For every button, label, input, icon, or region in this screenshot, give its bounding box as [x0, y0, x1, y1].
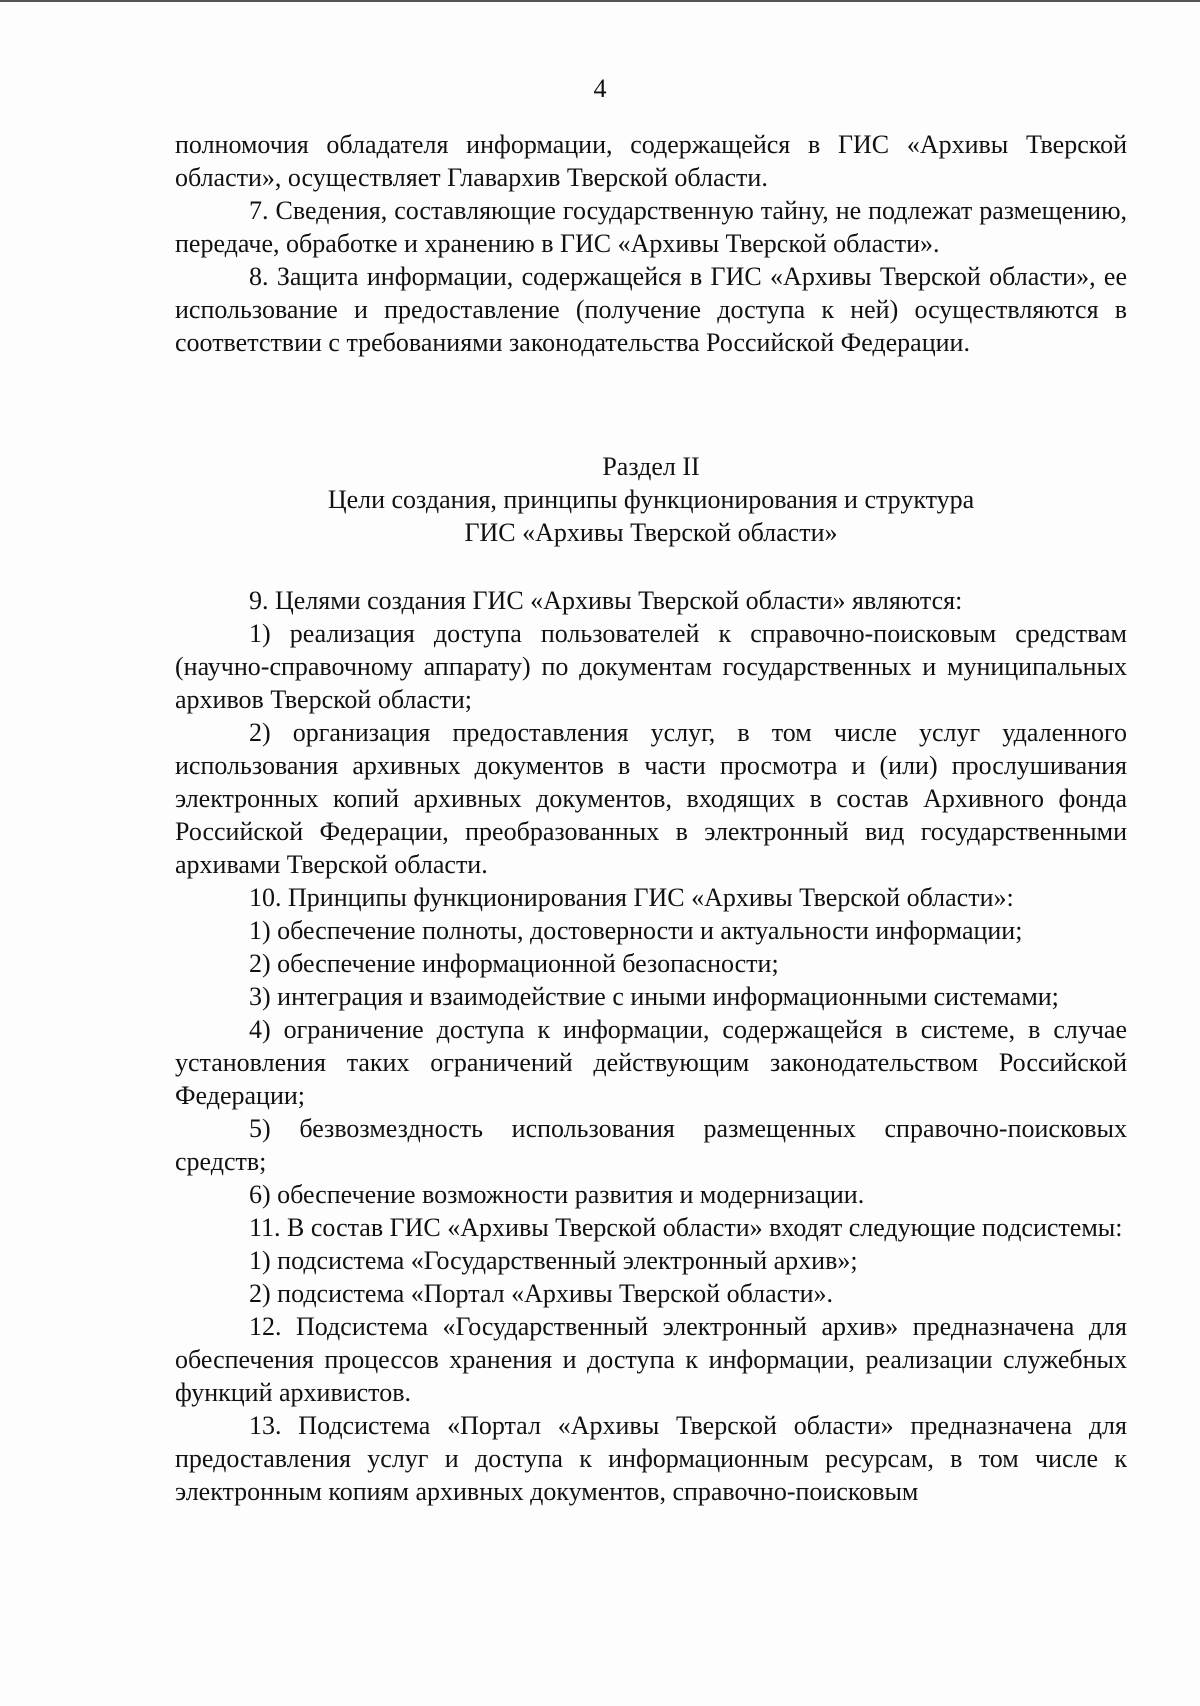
paragraph: 12. Подсистема «Государственный электронный архив» предназначена для обеспечения процессов хранения и доступа к информации, реализации служебных функций архивистов.: [175, 1312, 1127, 1407]
paragraph: 5) безвозмездность использования размещенных справочно-поисковых средств;: [175, 1114, 1127, 1176]
paragraph: 4) ограничение доступа к информации, содержащейся в системе, в случае установления таких ограничений действующим законодательством Российской Федерации;: [175, 1015, 1127, 1110]
section-heading: [175, 450, 1127, 549]
paragraph: 8. Защита информации, содержащейся в ГИС «Архивы Тверской области», ее использование и предоставление (получение доступа к ней) осуществляются в соответствии с требованиями законодательства Российской Федерации.: [175, 262, 1127, 357]
paragraph: полномочия обладателя информации, содержащейся в ГИС «Архивы Тверской области», осуществляет Главархив Тверской области.: [175, 130, 1127, 192]
paragraph: 10. Принципы функционирования ГИС «Архивы Тверской области»:: [249, 883, 1014, 912]
scan-top-edge: [0, 0, 1200, 2]
section-title-line-1: Цели создания, принципы функционирования и структура: [327, 485, 975, 514]
paragraph: 13. Подсистема «Портал «Архивы Тверской области» предназначена для предоставления услуг и доступа к информационным ресурсам, в том числе к электронным копиям архивных документов, справочно-поисковым: [175, 1411, 1127, 1506]
paragraph: 6) обеспечение возможности развития и модернизации.: [249, 1180, 865, 1209]
paragraphs-top: [175, 128, 1127, 359]
paragraphs-main: [175, 584, 1127, 1508]
paragraph: 2) подсистема «Портал «Архивы Тверской области».: [249, 1279, 833, 1308]
page-number: 4: [593, 74, 607, 103]
paragraph: 1) подсистема «Государственный электронный архив»;: [249, 1246, 858, 1275]
paragraph: 1) реализация доступа пользователей к справочно-поисковым средствам (научно-справочному аппарату) по документам государственных и муниципальных архивов Тверской области;: [175, 619, 1127, 714]
section-label: Раздел II: [602, 452, 700, 481]
section-title-line-2: ГИС «Архивы Тверской области»: [464, 518, 838, 547]
paragraph: 9. Целями создания ГИС «Архивы Тверской области» являются:: [249, 586, 963, 615]
paragraph: 7. Сведения, составляющие государственную тайну, не подлежат размещению, передаче, обработке и хранению в ГИС «Архивы Тверской области».: [175, 196, 1127, 258]
paragraph: 2) организация предоставления услуг, в том числе услуг удаленного использования архивных документов в части просмотра и (или) прослушивания электронных копий архивных документов, входящих в состав Архивного фонда Российской Федерации, преобразованных в электронный вид государственными архивами Тверской области.: [175, 718, 1127, 879]
paragraph: 2) обеспечение информационной безопасности;: [249, 949, 779, 978]
paragraph: 11. В состав ГИС «Архивы Тверской области» входят следующие подсистемы:: [249, 1213, 1123, 1242]
paragraph: 3) интеграция и взаимодействие с иными информационными системами;: [249, 982, 1059, 1011]
paragraph: 1) обеспечение полноты, достоверности и актуальности информации;: [249, 916, 1023, 945]
